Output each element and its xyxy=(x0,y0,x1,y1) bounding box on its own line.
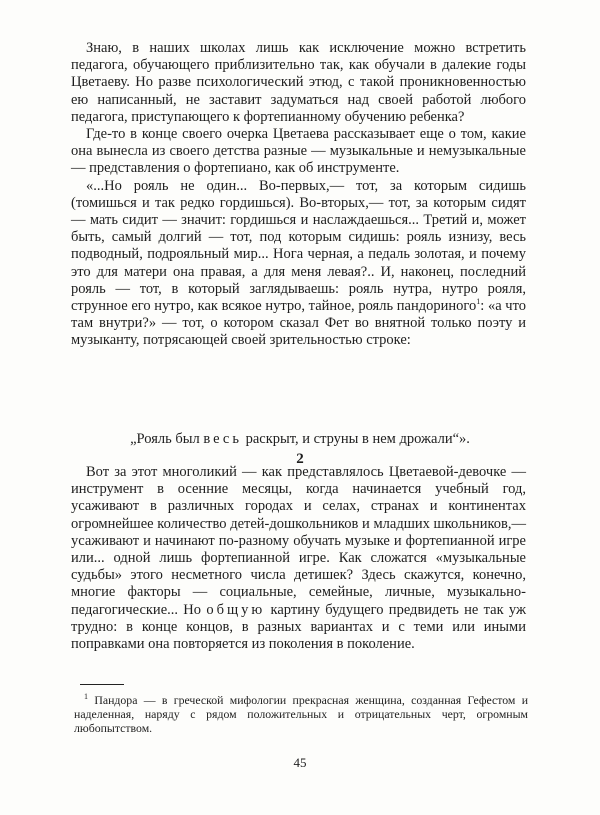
quote-continuation: «а что там внутри?» — тот, о котором сказал Фет во внятной только поэту и музыканту, потрясающей своей зрительностью строке: xyxy=(71,298,527,349)
quote-paragraph xyxy=(71,178,526,350)
paragraph-2: Где-то в конце своего очерка Цветаева рассказывает еще о том, какие она вынесла из своего детства разные — музыкальные и немузыкальные — представления о фортепиано, как об инструменте. xyxy=(71,126,526,177)
footnote-reference: 1 xyxy=(476,297,481,307)
verse-spaced-word: весь xyxy=(203,431,242,447)
verse-quote xyxy=(0,431,600,448)
verse-before: „Рояль был xyxy=(130,431,204,447)
section-text-block xyxy=(71,464,526,653)
footnote-reference-tail: : xyxy=(480,298,485,315)
footnote xyxy=(74,693,528,735)
page-number: 45 xyxy=(293,755,307,770)
main-text-block xyxy=(71,40,526,350)
footnote-text: Пандора — в греческой мифологии прекрасная женщина, созданная Гефестом и наделенная, наряду с рядом положительных и отрицательных черт, огромным любопытством. xyxy=(74,693,529,735)
section-number: 2 xyxy=(296,451,304,467)
paragraph-1: Знаю, в наших школах лишь как исключение можно встретить педагога, обучающего приблизительно так, как обучали в далекие годы Цветаеву. Но разве психологический этюд, с такой проникновенностью ею написанный, не заставит задуматься над своей работой любого педагога, приступающего к фортепианному обучению ребенка? xyxy=(71,40,526,125)
quote-text: «...Но рояль не один... Во-первых,— тот, за которым сидишь (томишься и так редко гордишься). Во-вторых,— тот, за которым сидят — мать сидит — значит: гордишься и наслаждаешься... Третий и, может быть, самый долгий — тот, под которым сидишь: рояль изнизу, весь подводный, подрояльный мир... Нога черная, а педаль золотая, и почему это для матери она правая, а для меня левая?.. И, наконец, последний рояль — тот, в который заглядываешь: рояль нутра, нутро рояля, струнное его нутро, как всякое нутро, тайное, рояль пандориного xyxy=(71,177,526,315)
section-paragraph xyxy=(71,464,526,653)
section-paragraph-part2: картину будущего предвидеть не так уж трудно: в конце концов, в разных вариантах и с теми или иными поправками она повторяется из поколения в поколение. xyxy=(71,601,526,653)
verse-after: раскрыт, и струны в нем дрожали“». xyxy=(241,431,470,447)
footnote-divider xyxy=(80,684,124,685)
footnote-marker: 1 xyxy=(84,692,88,702)
section-spaced-word: общую xyxy=(206,601,266,618)
section-paragraph-part1: Вот за этот многоликий — как представлялось Цветаевой-девочке — инструмент в осенние месяцы, когда начинается учебный год, усаживают в различных городах и селах, странах и континентах огромнейшее количество детей-дошкольников и младших школьников,— усаживают и начинают по-разному обучать музыке и фортепианной игре или... одной лишь фортепианной игре. Как сложатся «музыкальные судьбы» этого несметного числа детишек? Здесь скажутся, конечно, многие факторы — социальные, семейные, личные, музыкально-педагогические... Но xyxy=(71,464,526,618)
